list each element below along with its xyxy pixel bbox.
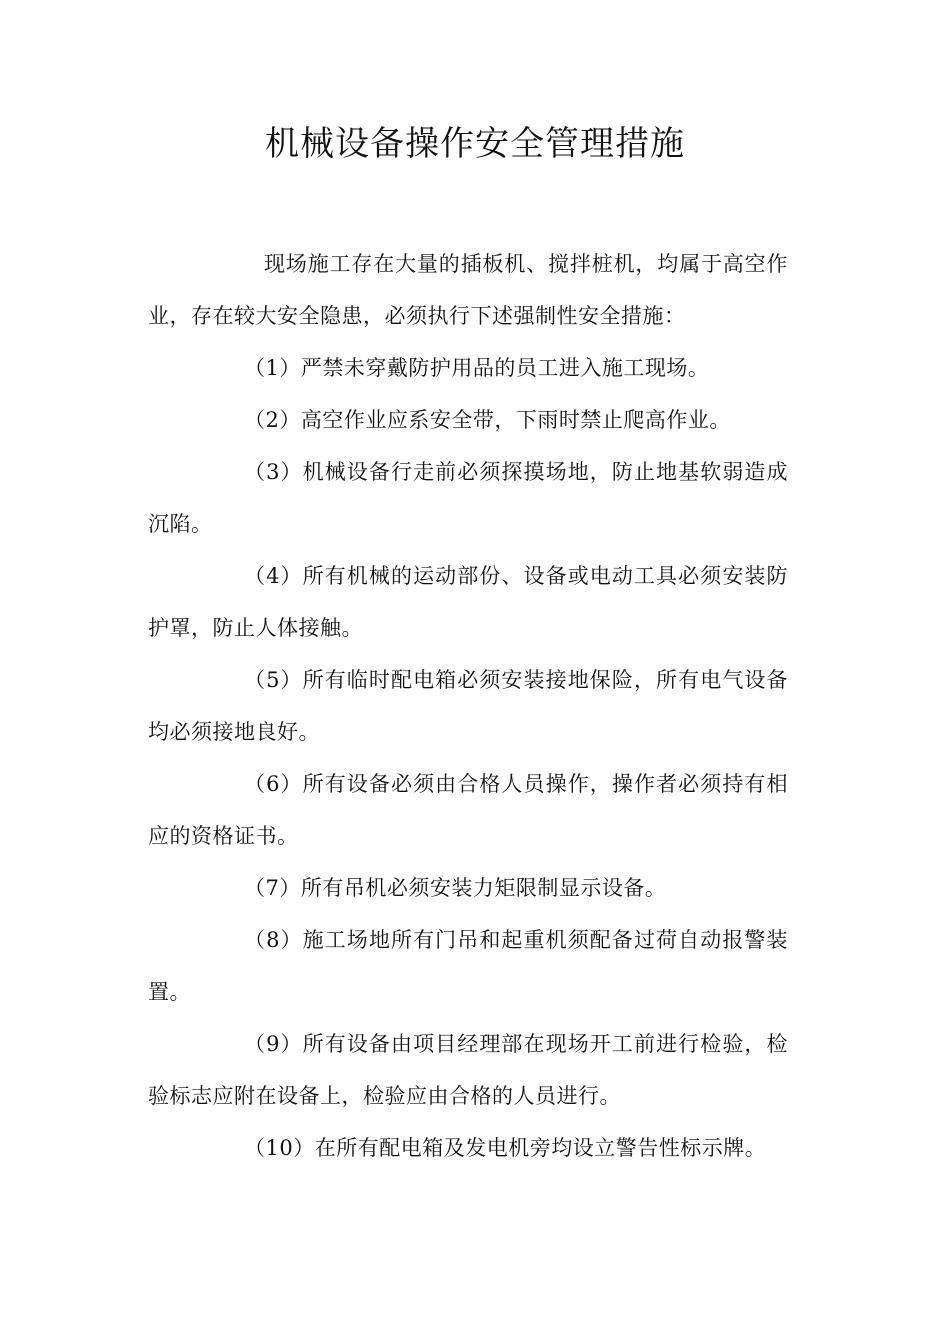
measure-item-8: （8）施工场地所有门吊和起重机须配备过荷自动报警装置。	[148, 928, 788, 1004]
measure-item-3: （3）机械设备行走前必须探摸场地，防止地基软弱造成沉陷。	[148, 460, 788, 536]
measure-item-2: （2）高空作业应系安全带，下雨时禁止爬高作业。	[244, 408, 731, 432]
document-title: 机械设备操作安全管理措施	[265, 124, 685, 164]
measure-item-10: （10）在所有配电箱及发电机旁均设立警告性标示牌。	[244, 1136, 767, 1160]
measure-item-6: （6）所有设备必须由合格人员操作，操作者必须持有相应的资格证书。	[148, 772, 788, 848]
document-body	[148, 238, 788, 1174]
intro-paragraph: 现场施工存在大量的插板机、搅拌桩机，均属于高空作业，存在较大安全隐患，必须执行下述强制性安全措施：	[148, 252, 788, 328]
measure-item-4: （4）所有机械的运动部份、设备或电动工具必须安装防护罩，防止人体接触。	[148, 564, 788, 640]
measure-item-1: （1）严禁未穿戴防护用品的员工进入施工现场。	[244, 356, 710, 380]
measure-item-9: （9）所有设备由项目经理部在现场开工前进行检验，检验标志应附在设备上，检验应由合格的人员进行。	[148, 1032, 788, 1108]
measure-item-5: （5）所有临时配电箱必须安装接地保险，所有电气设备均必须接地良好。	[148, 668, 788, 744]
measure-item-7: （7）所有吊机必须安装力矩限制显示设备。	[244, 876, 667, 900]
